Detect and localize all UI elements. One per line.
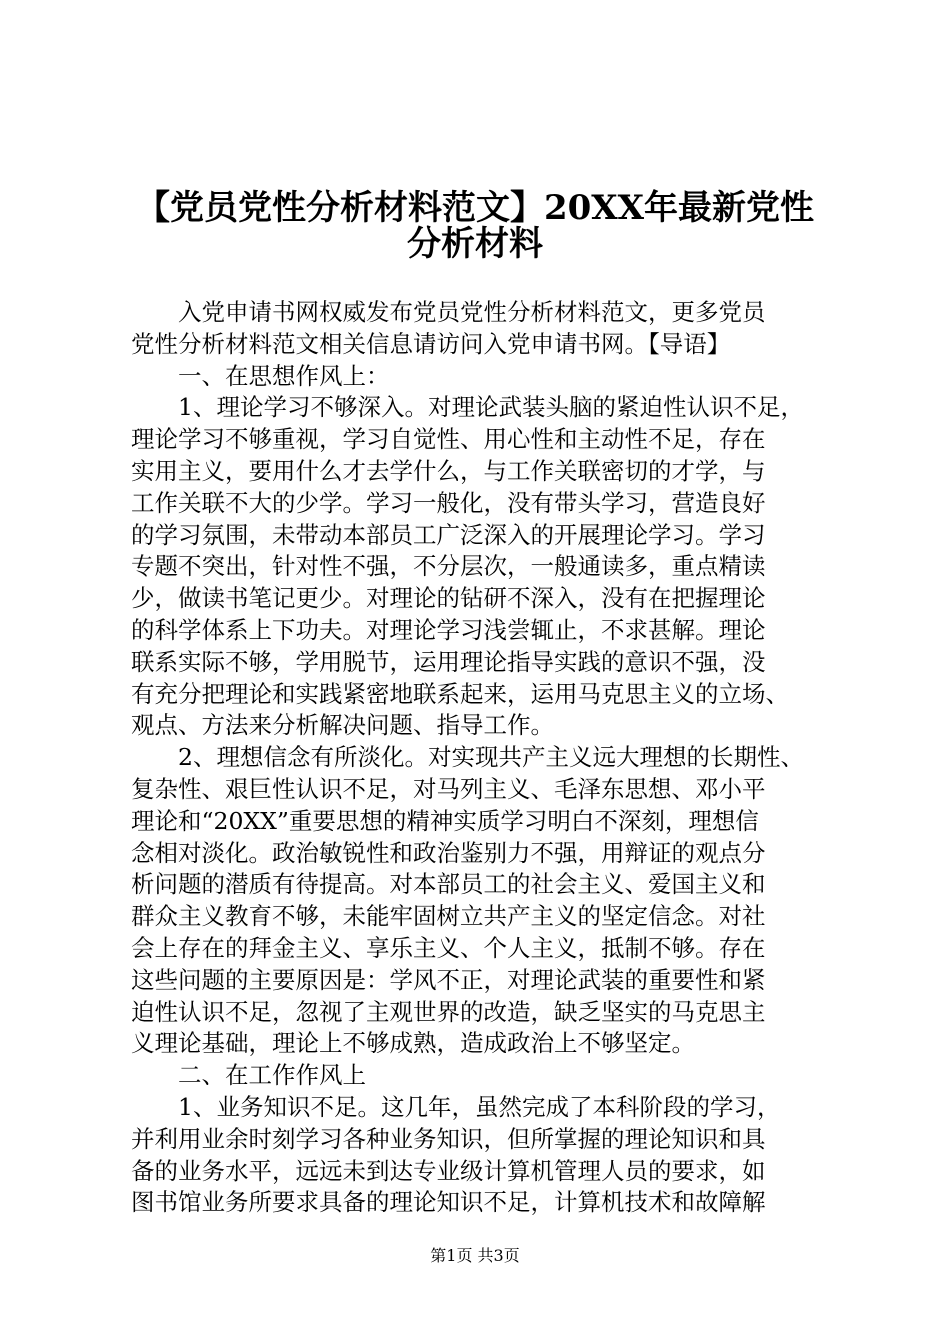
body-line: 复杂性、艰巨性认识不足，对马列主义、毛泽东思想、邓小平 xyxy=(131,774,766,803)
body-line: 理论和“20XX”重要思想的精神实质学习明白不深刻，理想信 xyxy=(131,806,759,835)
body-line: 入党申请书网权威发布党员党性分析材料范文，更多党员 xyxy=(178,298,766,326)
body-line: 少，做读书笔记更少。对理论的钻研不深入，没有在把握理论 xyxy=(131,584,766,613)
body-line: 二、在工作作风上 xyxy=(178,1061,366,1090)
body-line: 群众主义教育不够，未能牢固树立共产主义的坚定信念。对社 xyxy=(131,902,766,931)
body-line: 会上存在的拜金主义、享乐主义、个人主义，抵制不够。存在 xyxy=(131,933,766,962)
body-line: 专题不突出，针对性不强，不分层次，一般通读多，重点精读 xyxy=(131,552,766,581)
body-line: 2、理想信念有所淡化。对实现共产主义远大理想的长期性、 xyxy=(178,743,804,772)
body-line: 党性分析材料范文相关信息请访问入党申请书网。【导语】 xyxy=(131,329,731,358)
body-line: 实用主义，要用什么才去学什么，与工作关联密切的才学，与 xyxy=(131,456,766,485)
document-title-line-1: 【党员党性分析材料范文】20XX年最新党性 xyxy=(135,188,815,228)
body-line: 1、理论学习不够深入。对理论武装头脑的紧迫性认识不足， xyxy=(178,393,804,422)
page-footer: 第1页 共3页 xyxy=(430,1246,520,1265)
body-line: 一、在思想作风上： xyxy=(178,361,390,390)
body-line: 图书馆业务所要求具备的理论知识不足，计算机技术和故障解 xyxy=(131,1188,766,1217)
body-line: 观点、方法来分析解决问题、指导工作。 xyxy=(131,711,554,740)
body-line: 1、业务知识不足。这几年，虽然完成了本科阶段的学习， xyxy=(178,1092,781,1121)
body-line: 这些问题的主要原因是：学风不正，对理论武装的重要性和紧 xyxy=(131,965,766,994)
body-line: 义理论基础，理论上不够成熟，造成政治上不够坚定。 xyxy=(131,1029,695,1058)
body-line: 理论学习不够重视，学习自觉性、用心性和主动性不足，存在 xyxy=(131,425,766,454)
body-line: 有充分把理论和实践紧密地联系起来，运用马克思主义的立场、 xyxy=(131,679,789,708)
body-line: 念相对淡化。政治敏锐性和政治鉴别力不强，用辩证的观点分 xyxy=(131,838,766,867)
body-line: 的学习氛围，未带动本部员工广泛深入的开展理论学习。学习 xyxy=(131,520,766,549)
body-line: 析问题的潜质有待提高。对本部员工的社会主义、爱国主义和 xyxy=(131,870,766,899)
document-body xyxy=(131,297,831,1219)
body-line: 的科学体系上下功夫。对理论学习浅尝辄止，不求甚解。理论 xyxy=(131,615,766,644)
body-line: 工作关联不大的少学。学习一般化，没有带头学习，营造良好 xyxy=(131,488,766,517)
body-line: 备的业务水平，远远未到达专业级计算机管理人员的要求，如 xyxy=(131,1156,766,1185)
document-title-line-2: 分析材料 xyxy=(407,224,543,264)
body-line: 并利用业余时刻学习各种业务知识，但所掌握的理论知识和具 xyxy=(131,1124,766,1153)
body-line: 联系实际不够，学用脱节，运用理论指导实践的意识不强，没 xyxy=(131,647,766,676)
body-line: 迫性认识不足，忽视了主观世界的改造，缺乏坚实的马克思主 xyxy=(131,997,766,1026)
